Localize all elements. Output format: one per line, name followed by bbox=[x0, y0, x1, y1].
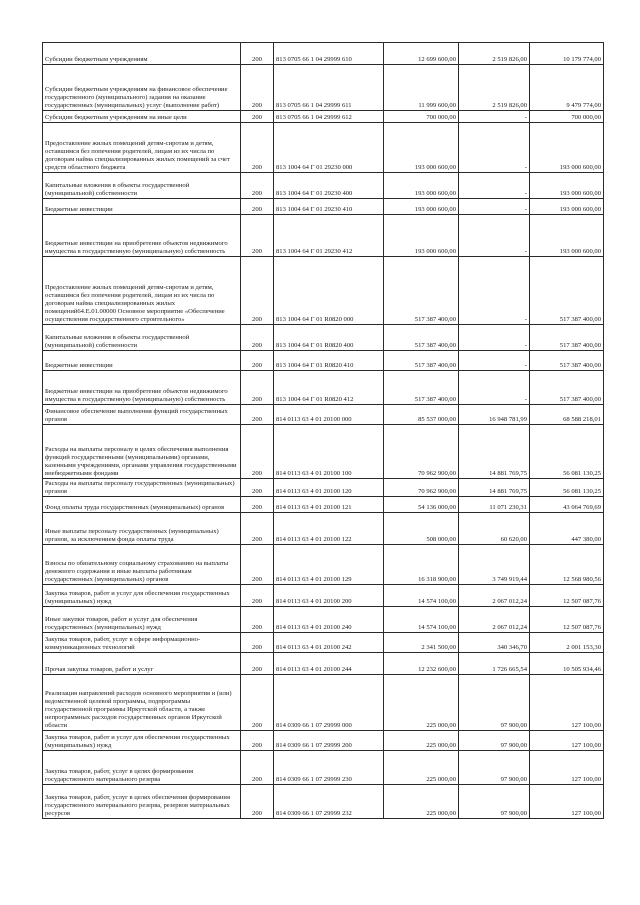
expense-name-cell: Бюджетные инвестиции на приобретение объектов недвижимого имущества в государственную (муниципальную) собственность bbox=[43, 371, 241, 405]
line-code-cell: 200 bbox=[241, 405, 274, 425]
executed-amount-cell: - bbox=[459, 257, 530, 325]
budget-classification-code-cell: 814 0113 63 4 01 20100 244 bbox=[274, 653, 384, 675]
expense-name-cell: Закупка товаров, работ и услуг для обеспечения государственных (муниципальных) нужд bbox=[43, 585, 241, 607]
table-row bbox=[43, 785, 604, 819]
line-code-cell: 200 bbox=[241, 325, 274, 351]
line-code-cell: 200 bbox=[241, 607, 274, 633]
expense-name-cell: Закупка товаров, работ и услуг для обеспечения государственных (муниципальных) нужд bbox=[43, 731, 241, 751]
budget-classification-code-cell: 814 0113 63 4 01 20100 242 bbox=[274, 633, 384, 653]
executed-amount-cell: - bbox=[459, 371, 530, 405]
remainder-amount-cell: 10 179 774,00 bbox=[530, 43, 604, 65]
approved-amount-cell: 11 999 600,00 bbox=[384, 65, 459, 111]
approved-amount-cell: 14 574 100,00 bbox=[384, 585, 459, 607]
budget-classification-code-cell: 814 0113 63 4 01 20100 200 bbox=[274, 585, 384, 607]
executed-amount-cell: 2 519 826,00 bbox=[459, 65, 530, 111]
table-row bbox=[43, 513, 604, 545]
remainder-amount-cell: 193 000 600,00 bbox=[530, 123, 604, 173]
budget-classification-code-cell: 813 1004 64 Г 01 R0820 412 bbox=[274, 371, 384, 405]
approved-amount-cell: 2 341 500,00 bbox=[384, 633, 459, 653]
table-row bbox=[43, 731, 604, 751]
remainder-amount-cell: 56 081 130,25 bbox=[530, 479, 604, 497]
executed-amount-cell: 97 900,00 bbox=[459, 751, 530, 785]
table-row bbox=[43, 325, 604, 351]
expense-name-cell: Бюджетные инвестиции на приобретение объектов недвижимого имущества в государственную (муниципальную) собственность bbox=[43, 215, 241, 257]
expense-name-cell: Субсидии бюджетным учреждениям bbox=[43, 43, 241, 65]
budget-classification-code-cell: 813 1004 64 Г 01 29230 000 bbox=[274, 123, 384, 173]
approved-amount-cell: 193 000 600,00 bbox=[384, 123, 459, 173]
budget-classification-code-cell: 813 0705 66 1 04 29999 612 bbox=[274, 111, 384, 123]
table-row bbox=[43, 111, 604, 123]
remainder-amount-cell: 2 001 153,30 bbox=[530, 633, 604, 653]
table-row bbox=[43, 215, 604, 257]
remainder-amount-cell: 517 387 400,00 bbox=[530, 257, 604, 325]
executed-amount-cell: - bbox=[459, 351, 530, 371]
budget-classification-code-cell: 813 0705 66 1 04 29999 611 bbox=[274, 65, 384, 111]
executed-amount-cell: 97 900,00 bbox=[459, 675, 530, 731]
remainder-amount-cell: 193 000 600,00 bbox=[530, 173, 604, 199]
remainder-amount-cell: 517 387 400,00 bbox=[530, 325, 604, 351]
expense-name-cell: Субсидии бюджетным учреждениям на иные цели bbox=[43, 111, 241, 123]
executed-amount-cell: 14 881 769,75 bbox=[459, 425, 530, 479]
approved-amount-cell: 70 962 900,00 bbox=[384, 479, 459, 497]
expense-name-cell: Капитальные вложения в объекты государственной (муниципальной) собственности bbox=[43, 173, 241, 199]
expense-name-cell: Капитальные вложения в объекты государственной (муниципальной) собственности bbox=[43, 325, 241, 351]
line-code-cell: 200 bbox=[241, 173, 274, 199]
remainder-amount-cell: 193 000 600,00 bbox=[530, 215, 604, 257]
line-code-cell: 200 bbox=[241, 545, 274, 585]
remainder-amount-cell: 447 380,00 bbox=[530, 513, 604, 545]
table-row bbox=[43, 497, 604, 513]
table-row bbox=[43, 607, 604, 633]
executed-amount-cell: 97 900,00 bbox=[459, 731, 530, 751]
executed-amount-cell: 16 948 781,99 bbox=[459, 405, 530, 425]
executed-amount-cell: - bbox=[459, 173, 530, 199]
budget-classification-code-cell: 814 0309 66 1 07 29999 000 bbox=[274, 675, 384, 731]
budget-classification-code-cell: 813 1004 64 Г 01 R0820 400 bbox=[274, 325, 384, 351]
approved-amount-cell: 85 537 000,00 bbox=[384, 405, 459, 425]
table-row bbox=[43, 65, 604, 111]
approved-amount-cell: 193 000 600,00 bbox=[384, 215, 459, 257]
budget-classification-code-cell: 814 0113 63 4 01 20100 120 bbox=[274, 479, 384, 497]
line-code-cell: 200 bbox=[241, 633, 274, 653]
remainder-amount-cell: 517 387 400,00 bbox=[530, 351, 604, 371]
approved-amount-cell: 70 962 900,00 bbox=[384, 425, 459, 479]
executed-amount-cell: 11 071 230,31 bbox=[459, 497, 530, 513]
approved-amount-cell: 225 000,00 bbox=[384, 751, 459, 785]
approved-amount-cell: 517 387 400,00 bbox=[384, 257, 459, 325]
expense-name-cell: Бюджетные инвестиции bbox=[43, 351, 241, 371]
approved-amount-cell: 225 000,00 bbox=[384, 731, 459, 751]
table-row bbox=[43, 371, 604, 405]
line-code-cell: 200 bbox=[241, 425, 274, 479]
approved-amount-cell: 517 387 400,00 bbox=[384, 371, 459, 405]
line-code-cell: 200 bbox=[241, 215, 274, 257]
remainder-amount-cell: 700 000,00 bbox=[530, 111, 604, 123]
executed-amount-cell: - bbox=[459, 111, 530, 123]
expense-name-cell: Закупка товаров, работ, услуг в целях формирования государственного материального резерва bbox=[43, 751, 241, 785]
approved-amount-cell: 14 574 100,00 bbox=[384, 607, 459, 633]
line-code-cell: 200 bbox=[241, 123, 274, 173]
line-code-cell: 200 bbox=[241, 257, 274, 325]
budget-classification-code-cell: 813 1004 64 Г 01 29230 412 bbox=[274, 215, 384, 257]
budget-classification-code-cell: 814 0113 63 4 01 20100 100 bbox=[274, 425, 384, 479]
remainder-amount-cell: 127 100,00 bbox=[530, 751, 604, 785]
approved-amount-cell: 700 000,00 bbox=[384, 111, 459, 123]
executed-amount-cell: 2 067 012,24 bbox=[459, 585, 530, 607]
executed-amount-cell: 97 900,00 bbox=[459, 785, 530, 819]
expense-name-cell: Расходы на выплаты персоналу государственных (муниципальных) органов bbox=[43, 479, 241, 497]
executed-amount-cell: - bbox=[459, 215, 530, 257]
table-row bbox=[43, 633, 604, 653]
table-row bbox=[43, 123, 604, 173]
budget-table bbox=[42, 42, 604, 819]
approved-amount-cell: 193 000 600,00 bbox=[384, 173, 459, 199]
budget-classification-code-cell: 814 0113 63 4 01 20100 000 bbox=[274, 405, 384, 425]
expense-name-cell: Реализация направлений расходов основного мероприятия и (или) ведомственной целевой программы, подпрограммы государственной программы Иркутской области, а также непрограммных расходов государственных органов Иркутской области bbox=[43, 675, 241, 731]
line-code-cell: 200 bbox=[241, 675, 274, 731]
table-row bbox=[43, 199, 604, 215]
remainder-amount-cell: 68 588 218,01 bbox=[530, 405, 604, 425]
budget-classification-code-cell: 813 1004 64 Г 01 R0820 410 bbox=[274, 351, 384, 371]
expense-name-cell: Финансовое обеспечение выполнения функций государственных органов bbox=[43, 405, 241, 425]
approved-amount-cell: 517 387 400,00 bbox=[384, 325, 459, 351]
executed-amount-cell: - bbox=[459, 123, 530, 173]
table-row bbox=[43, 405, 604, 425]
approved-amount-cell: 225 000,00 bbox=[384, 675, 459, 731]
approved-amount-cell: 16 318 900,00 bbox=[384, 545, 459, 585]
table-row bbox=[43, 653, 604, 675]
executed-amount-cell: 2 067 012,24 bbox=[459, 607, 530, 633]
table-row bbox=[43, 425, 604, 479]
budget-classification-code-cell: 814 0309 66 1 07 29999 200 bbox=[274, 731, 384, 751]
expense-name-cell: Субсидии бюджетным учреждениям на финансовое обеспечение государственного (муниципального) задания на оказание государственных (муниципальных) услуг (выполнение работ) bbox=[43, 65, 241, 111]
budget-classification-code-cell: 814 0113 63 4 01 20100 240 bbox=[274, 607, 384, 633]
executed-amount-cell: - bbox=[459, 325, 530, 351]
executed-amount-cell: 3 749 919,44 bbox=[459, 545, 530, 585]
executed-amount-cell: 2 519 826,00 bbox=[459, 43, 530, 65]
remainder-amount-cell: 10 505 934,46 bbox=[530, 653, 604, 675]
line-code-cell: 200 bbox=[241, 111, 274, 123]
table-row bbox=[43, 257, 604, 325]
approved-amount-cell: 517 387 400,00 bbox=[384, 351, 459, 371]
line-code-cell: 200 bbox=[241, 371, 274, 405]
remainder-amount-cell: 56 081 130,25 bbox=[530, 425, 604, 479]
remainder-amount-cell: 12 507 087,76 bbox=[530, 607, 604, 633]
remainder-amount-cell: 127 100,00 bbox=[530, 675, 604, 731]
table-row bbox=[43, 675, 604, 731]
table-row bbox=[43, 751, 604, 785]
remainder-amount-cell: 43 064 769,69 bbox=[530, 497, 604, 513]
line-code-cell: 200 bbox=[241, 479, 274, 497]
executed-amount-cell: 1 726 665,54 bbox=[459, 653, 530, 675]
expense-name-cell: Бюджетные инвестиции bbox=[43, 199, 241, 215]
budget-classification-code-cell: 814 0309 66 1 07 29999 230 bbox=[274, 751, 384, 785]
expense-name-cell: Закупка товаров, работ, услуг в целях обеспечения формирования государственного материального резерва, резервов материальных ресурсов bbox=[43, 785, 241, 819]
budget-classification-code-cell: 814 0309 66 1 07 29999 232 bbox=[274, 785, 384, 819]
remainder-amount-cell: 12 568 980,56 bbox=[530, 545, 604, 585]
expense-name-cell: Расходы на выплаты персоналу в целях обеспечения выполнения функций государственными (муниципальными) органами, казенными учреждениями, органами управления государственными внебюджетными фондами bbox=[43, 425, 241, 479]
line-code-cell: 200 bbox=[241, 199, 274, 215]
remainder-amount-cell: 517 387 400,00 bbox=[530, 371, 604, 405]
line-code-cell: 200 bbox=[241, 43, 274, 65]
line-code-cell: 200 bbox=[241, 751, 274, 785]
executed-amount-cell: 60 620,00 bbox=[459, 513, 530, 545]
budget-classification-code-cell: 813 1004 64 Г 01 R0820 000 bbox=[274, 257, 384, 325]
remainder-amount-cell: 12 507 087,76 bbox=[530, 585, 604, 607]
line-code-cell: 200 bbox=[241, 351, 274, 371]
expense-name-cell: Предоставление жилых помещений детям-сиротам и детям, оставшимся без попечения родителей, лицам из их числа по договорам найма специализированных жилых помещений за счет средств областного бюджета bbox=[43, 123, 241, 173]
table-row bbox=[43, 479, 604, 497]
line-code-cell: 200 bbox=[241, 513, 274, 545]
budget-classification-code-cell: 813 1004 64 Г 01 29230 400 bbox=[274, 173, 384, 199]
table-row bbox=[43, 585, 604, 607]
expense-name-cell: Предоставление жилых помещений детям-сиротам и детям, оставшимся без попечения родителей, лицам из их числа по договорам найма специализированных жилых помещений64.Е.01.00000 Основное мероприятие «Обеспечение осуществления государственного строительного» bbox=[43, 257, 241, 325]
approved-amount-cell: 54 136 000,00 bbox=[384, 497, 459, 513]
budget-classification-code-cell: 814 0113 63 4 01 20100 122 bbox=[274, 513, 384, 545]
executed-amount-cell: 14 881 769,75 bbox=[459, 479, 530, 497]
expense-name-cell: Прочая закупка товаров, работ и услуг bbox=[43, 653, 241, 675]
approved-amount-cell: 12 232 600,00 bbox=[384, 653, 459, 675]
line-code-cell: 200 bbox=[241, 497, 274, 513]
expense-name-cell: Иные закупки товаров, работ и услуг для обеспечения государственных (муниципальных) нужд bbox=[43, 607, 241, 633]
line-code-cell: 200 bbox=[241, 585, 274, 607]
table-row bbox=[43, 545, 604, 585]
budget-classification-code-cell: 814 0113 63 4 01 20100 129 bbox=[274, 545, 384, 585]
expense-name-cell: Фонд оплаты труда государственных (муниципальных) органов bbox=[43, 497, 241, 513]
approved-amount-cell: 12 699 600,00 bbox=[384, 43, 459, 65]
line-code-cell: 200 bbox=[241, 653, 274, 675]
approved-amount-cell: 225 000,00 bbox=[384, 785, 459, 819]
budget-table-body bbox=[43, 43, 604, 819]
line-code-cell: 200 bbox=[241, 785, 274, 819]
remainder-amount-cell: 9 479 774,00 bbox=[530, 65, 604, 111]
line-code-cell: 200 bbox=[241, 65, 274, 111]
expense-name-cell: Взносы по обязательному социальному страхованию на выплаты денежного содержания и иные выплаты работникам государственных (муниципальных) органов bbox=[43, 545, 241, 585]
expense-name-cell: Закупка товаров, работ, услуг в сфере информационно-коммуникационных технологий bbox=[43, 633, 241, 653]
budget-classification-code-cell: 814 0113 63 4 01 20100 121 bbox=[274, 497, 384, 513]
budget-classification-code-cell: 813 0705 66 1 04 29999 610 bbox=[274, 43, 384, 65]
table-row bbox=[43, 43, 604, 65]
table-row bbox=[43, 173, 604, 199]
line-code-cell: 200 bbox=[241, 731, 274, 751]
remainder-amount-cell: 127 100,00 bbox=[530, 785, 604, 819]
remainder-amount-cell: 193 000 600,00 bbox=[530, 199, 604, 215]
executed-amount-cell: - bbox=[459, 199, 530, 215]
table-row bbox=[43, 351, 604, 371]
budget-classification-code-cell: 813 1004 64 Г 01 29230 410 bbox=[274, 199, 384, 215]
executed-amount-cell: 340 346,70 bbox=[459, 633, 530, 653]
approved-amount-cell: 193 000 600,00 bbox=[384, 199, 459, 215]
expense-name-cell: Иные выплаты персоналу государственных (муниципальных) органов, за исключением фонда оплаты труда bbox=[43, 513, 241, 545]
remainder-amount-cell: 127 100,00 bbox=[530, 731, 604, 751]
approved-amount-cell: 508 000,00 bbox=[384, 513, 459, 545]
